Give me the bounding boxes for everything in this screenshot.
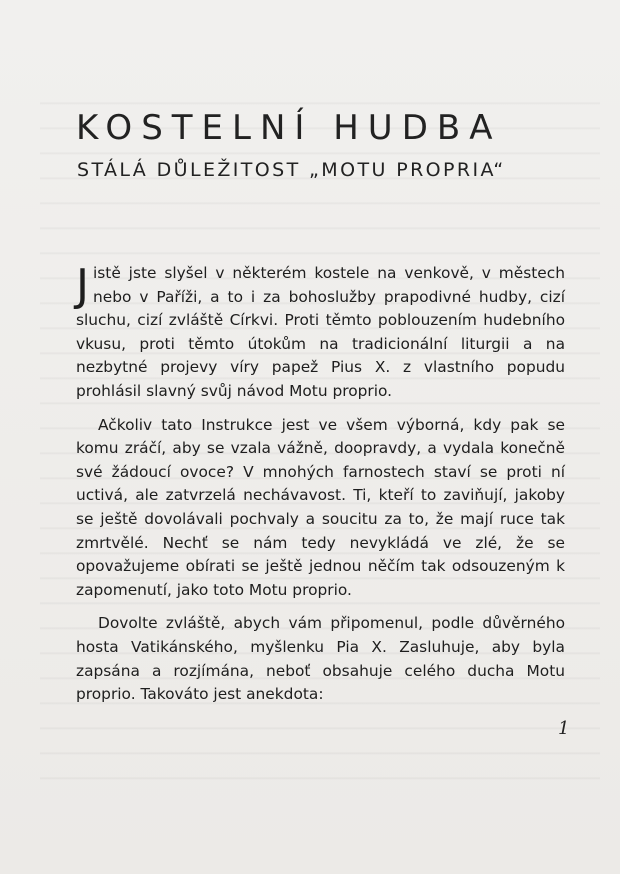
paragraph-3: Dovolte zvláště, abych vám připomenul, podle důvěrného hosta Vatikánského, myšlenku Pia X. Zasluhuje, aby byla zapsána a rozjímána, neboť obsahuje celého ducha Motu proprio. Takováto jest anekdota:	[76, 614, 565, 704]
paragraph-2: Ačkoliv tato Instrukce jest ve všem výborná, kdy pak se komu zráčí, aby se vzala vážně, doopravdy, a vydala konečně své žádoucí ovoce? V mnohých farnostech staví se proti ní uctivá, ale zatvrzelá nechávavost. Ti, kteří to zaviňují, jakoby se ještě dovolávali pochvaly a soucitu za to, že mají ruce tak zmrtvělé. Nechť se nám tedy nevykládá ve zlé, že se opovažujeme obírati se ještě jednou něčím tak odsouzeným k zapomenutí, jako toto Motu proprio.	[76, 415, 565, 599]
page-subtitle: STÁLÁ DŮLEŽITOST „MOTU PROPRIA“	[77, 159, 506, 181]
paragraph-1	[76, 262, 565, 404]
page-title: KOSTELNÍ HUDBA	[76, 108, 502, 148]
paragraph-1-text: istě jste slyšel v některém kostele na venkově, v městech nebo v Paříži, a to i za bohoslužby prapodivné hudby, cizí sluchu, cizí zvláště Církvi. Proti těmto poblouzením hudebního vkusu, proti těmto útokům na tradicionální liturgii a na nezbytné projevy víry papež Pius X. z vlastního popudu prohlásil slavný svůj návod Motu proprio.	[76, 264, 565, 400]
drop-cap: J	[76, 260, 89, 311]
page-number: 1	[558, 718, 570, 739]
body-text	[76, 262, 565, 717]
